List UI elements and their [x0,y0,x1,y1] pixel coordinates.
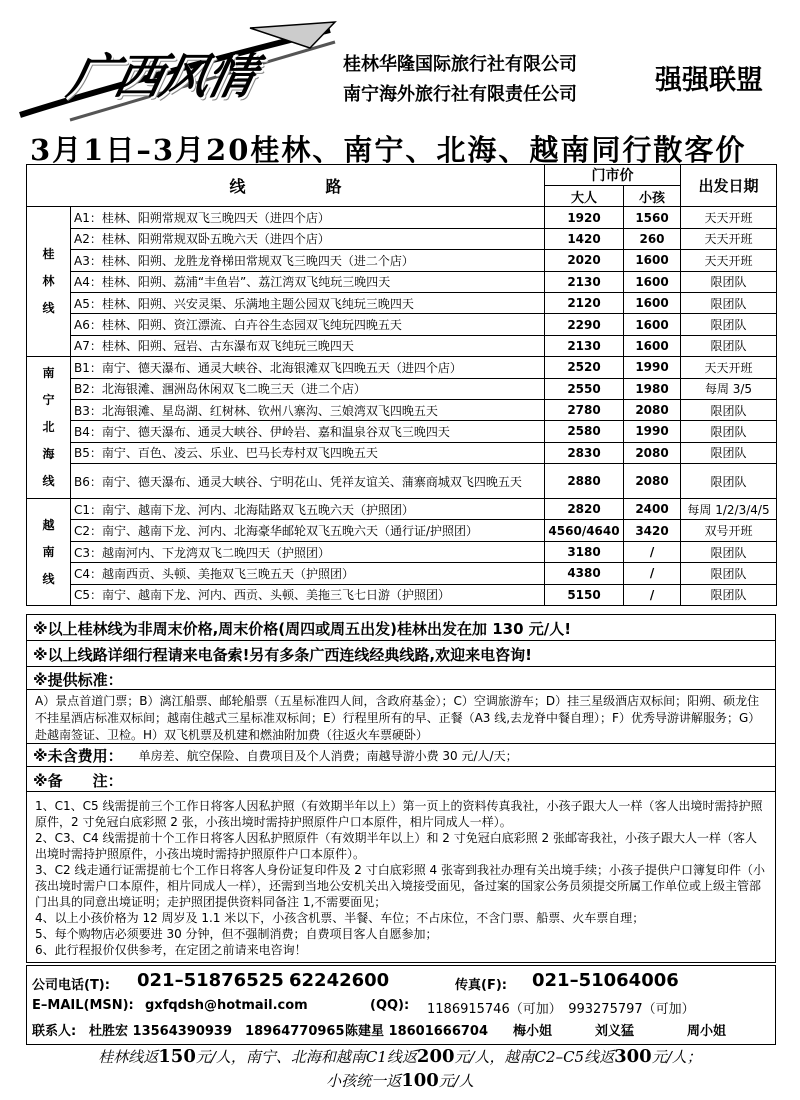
logo-text: 广西风情 [63,49,260,105]
remark-item: 6、此行程报价仅供参考，在定团之前请来电咨询！ [35,943,307,957]
child-price-cell: 2080 [624,442,681,463]
child-price-cell: 1600 [624,314,681,335]
route-group-char: 桂 [42,247,55,262]
route-group-char: 线 [42,301,55,316]
child-price-cell: 260 [624,228,681,249]
departure-cell: 限团队 [681,314,777,335]
table-row [27,335,777,356]
remarks-list [27,792,775,961]
route-cell: A3：桂林、阳朔、龙胜龙脊梯田常规双飞三晚四天（进二个店） [71,250,545,271]
departure-cell: 每周 1/2/3/4/5 [681,499,777,520]
rebate-text: 小孩统一返 [326,1072,402,1090]
departure-cell: 限团队 [681,584,777,605]
route-group-label [27,207,71,357]
col-departure: 出发日期 [681,165,777,207]
child-price-cell: 2080 [624,399,681,420]
contact-person: 梅小姐 [513,1024,553,1039]
route-cell: A1：桂林、阳朔常规双飞三晚四天（进四个店） [71,207,545,228]
rebate-text: 元/人，越南C2–C5线返 [454,1048,615,1066]
route-group-char: 林 [42,274,55,289]
alliance-label: 强强联盟 [655,65,763,96]
adult-price-cell: 1920 [545,207,624,228]
route-cell: A6：桂林、阳朔、资江漂流、白卉谷生态园双飞纯玩四晚五天 [71,314,545,335]
rebate-line-2 [0,1070,800,1091]
departure-cell: 限团队 [681,399,777,420]
rebate-text: 桂林线返 [98,1048,159,1066]
route-cell: C2：南宁、越南下龙、河内、北海豪华邮轮双飞五晚六天（通行证/护照团） [71,520,545,541]
child-price-cell: 2400 [624,499,681,520]
contact-person-label: 联系人: [32,1024,77,1039]
remarks-title: ※备 注： [33,772,123,790]
table-row [27,207,777,228]
departure-cell: 天天开班 [681,250,777,271]
qq-numbers[interactable]: 1186915746（可加） 993275797（可加） [427,1002,695,1017]
route-cell: C5：南宁、越南下龙、河内、西贡、头顿、美拖三飞七日游（护照团） [71,584,545,605]
departure-cell: 限团队 [681,541,777,562]
table-row [27,314,777,335]
child-price-cell: 1600 [624,250,681,271]
departure-cell: 双号开班 [681,520,777,541]
route-cell: C1：南宁、越南下龙、河内、北海陆路双飞五晚六天（护照团） [71,499,545,520]
company-name-1: 桂林华隆国际旅行社有限公司 [343,54,577,75]
route-cell: B2：北海银滩、涠洲岛休闲双飞二晚三天（进二个店） [71,378,545,399]
table-row [27,228,777,249]
route-cell: B6：南宁、德天瀑布、通灵大峡谷、宁明花山、凭祥友谊关、蒲寨商城双飞四晚五天 [71,464,545,499]
rebate-line-1 [0,1046,800,1067]
phone-number-1[interactable]: 021–51876525 [137,970,284,991]
email-label: E–MAIL(MSN): [32,998,134,1013]
departure-cell: 天天开班 [681,228,777,249]
rebate-amount: 150 [158,1046,196,1067]
qq-label: (QQ): [370,998,410,1013]
table-row [27,357,777,378]
standards-text: A）景点首道门票；B）漓江船票、邮轮船票（五星标准四人间，含政府基金）；C）空调旅游车；D）挂三星级酒店双标间；阳朔、硕龙住不挂星酒店标准双标间；越南住越式三星标准双标间；E）行程里所有的早、正餐（A3 线,去龙脊中餐自理）；F）优秀导游讲解服务；G）赴越南签证、卫检。H）双飞机票及机建和燃油附加费（往返火车票硬卧） [35,694,761,742]
standards-header [26,666,776,690]
adult-price-cell: 2120 [545,292,624,313]
adult-price-cell: 5150 [545,584,624,605]
departure-cell: 限团队 [681,271,777,292]
adult-price-cell: 2520 [545,357,624,378]
table-row [27,378,777,399]
price-table [26,164,777,606]
child-price-cell: 1980 [624,378,681,399]
header [0,0,800,125]
col-child: 小孩 [624,186,681,207]
contact-person: 陈建星 18601666704 [345,1024,489,1039]
company-name-2: 南宁海外旅行社有限责任公司 [343,84,577,105]
price-table-body [27,207,777,606]
col-price: 门市价 [545,165,681,186]
adult-price-cell: 4560/4640 [545,520,624,541]
child-price-cell: 1600 [624,292,681,313]
route-cell: B4：南宁、德天瀑布、通灵大峡谷、伊岭岩、嘉和温泉谷双飞三晚四天 [71,421,545,442]
route-group-char: 越 [42,517,55,532]
route-cell: A2：桂林、阳朔常规双卧五晚六天（进四个店） [71,228,545,249]
rebate-text: 元/人，南宁、北海和越南C1线返 [195,1048,417,1066]
note-inquiry-text: ※以上线路详细行程请来电备索!另有多条广西连线经典线路,欢迎来电咨询! [33,646,532,664]
child-price-cell: / [624,584,681,605]
table-row [27,563,777,584]
departure-cell: 天天开班 [681,207,777,228]
child-price-cell: 1600 [624,335,681,356]
route-cell: B1：南宁、德天瀑布、通灵大峡谷、北海银滩双飞四晚五天（进四个店） [71,357,545,378]
table-row [27,421,777,442]
route-cell: C3：越南河内、下龙湾双飞二晚四天（护照团） [71,541,545,562]
standards-title: ※提供标准： [33,671,123,689]
table-row [27,520,777,541]
phone-label: 公司电话(T): [32,978,110,993]
adult-price-cell: 2820 [545,499,624,520]
route-group-char: 线 [42,571,55,586]
contact-section [26,965,776,1045]
adult-price-cell: 2830 [545,442,624,463]
adult-price-cell: 2880 [545,464,624,499]
adult-price-cell: 2130 [545,335,624,356]
child-price-cell: / [624,563,681,584]
child-price-cell: 1990 [624,421,681,442]
remark-item: 3、C2 线走通行证需提前七个工作日将客人身份证复印件及 2 寸白底彩照 4 张寄到我社办理有关出境手续；小孩子提供户口簿复印件（小孩出境时需户口本原件，相片同成人一样），还需到当地公安机关出入境接受面见，备过案的国家公务员须提交所属工作单位或上级主管部门出具的同意出境证明；走护照团提供资料同备注 1,不需要面见； [35,863,765,909]
route-group-char: 南 [42,366,55,381]
table-row [27,292,777,313]
remark-item: 4、以上小孩价格为 12 周岁及 1.1 米以下，小孩含机票、半餐、车位；不占床位，不含门票、船票、火车票自理； [35,911,645,925]
remarks-header [26,766,776,792]
excluded-text: 单房差、航空保险、自费项目及个人消费；南越导游小费 30 元/人/天； [138,748,518,763]
contact-person: 周小姐 [687,1024,727,1039]
table-row [27,399,777,420]
child-price-cell: 1560 [624,207,681,228]
child-price-cell: 3420 [624,520,681,541]
fax-number: 021–51064006 [532,970,679,991]
route-cell: A5：桂林、阳朔、兴安灵渠、乐满地主题公园双飞纯玩三晚四天 [71,292,545,313]
remarks-body [26,791,776,963]
departure-cell: 限团队 [681,335,777,356]
contact-person: 杜胜宏 13564390939 18964770965 [89,1024,345,1039]
rebate-amount: 300 [614,1046,652,1067]
email-address[interactable]: gxfqdsh@hotmail.com [145,998,308,1013]
rebate-text: 元/人； [651,1048,702,1066]
col-adult: 大人 [545,186,624,207]
contact-person: 刘义猛 [595,1024,635,1039]
fax-label: 传真(F): [455,978,507,993]
route-group-char: 海 [42,447,55,462]
adult-price-cell: 2550 [545,378,624,399]
adult-price-cell: 2290 [545,314,624,335]
rebate-amount: 200 [416,1046,455,1067]
route-cell: B5：南宁、百色、凌云、乐业、巴马长寿村双飞四晚五天 [71,442,545,463]
adult-price-cell: 2580 [545,421,624,442]
route-group-char: 线 [42,474,55,489]
child-price-cell: / [624,541,681,562]
route-cell: C4：越南西贡、头顿、美拖双飞三晚五天（护照团） [71,563,545,584]
departure-cell: 天天开班 [681,357,777,378]
table-row [27,584,777,605]
table-row [27,442,777,463]
child-price-cell: 1600 [624,271,681,292]
departure-cell: 限团队 [681,442,777,463]
route-group-char: 北 [42,420,55,435]
child-price-cell: 1990 [624,357,681,378]
departure-cell: 限团队 [681,421,777,442]
table-row [27,499,777,520]
route-group-char: 宁 [42,393,55,408]
adult-price-cell: 3180 [545,541,624,562]
note-weekend [26,614,776,641]
note-inquiry [26,640,776,667]
adult-price-cell: 2130 [545,271,624,292]
route-cell: A4：桂林、阳朔、荔浦“丰鱼岩”、荔江湾双飞纯玩三晚四天 [71,271,545,292]
remark-item: 1、C1、C5 线需提前三个工作日将客人因私护照（有效期半年以上）第一页上的资料传真我社，小孩子跟大人一样（客人出境时需持护照原件，2 寸免冠白底彩照 2 张，小孩出境时需持护照原件户口本原件，相片同成人一样）。 [35,799,763,829]
note-weekend-text: ※以上桂林线为非周末价格,周末价格(周四或周五出发)桂林出发在加 130 元/人! [33,620,572,638]
route-group-label [27,357,71,499]
departure-cell: 限团队 [681,292,777,313]
table-row [27,541,777,562]
departure-cell: 限团队 [681,464,777,499]
adult-price-cell: 4380 [545,563,624,584]
table-row [27,250,777,271]
adult-price-cell: 2780 [545,399,624,420]
route-cell: A7：桂林、阳朔、冠岩、古东瀑布双飞纯玩三晚四天 [71,335,545,356]
remark-item: 2、C3、C4 线需提前十个工作日将客人因私护照原件（有效期半年以上）和 2 寸免冠白底彩照 2 张邮寄我社，小孩子跟大人一样（客人出境时需持护照原件，小孩出境时需持护照原件户口本原件）。 [35,831,758,861]
route-cell: B3：北海银滩、星岛湖、红树林、钦州八寨沟、三娘湾双飞四晚五天 [71,399,545,420]
route-group-label [27,499,71,606]
col-route: 线 路 [27,165,545,207]
page-title: 3月1日–3月20桂林、南宁、北海、越南同行散客价 [30,133,747,167]
rebate-amount: 100 [401,1070,439,1091]
route-group-char: 南 [42,544,55,559]
departure-cell: 限团队 [681,563,777,584]
table-row [27,271,777,292]
rebate-text: 元/人 [438,1072,474,1090]
adult-price-cell: 1420 [545,228,624,249]
adult-price-cell: 2020 [545,250,624,271]
remark-item: 5、每个购物店必须要进 30 分钟，但不强制消费；自费项目客人自愿参加； [35,927,438,941]
phone-number-2[interactable]: 62242600 [289,970,390,991]
excluded-title: ※未含费用： [33,746,123,765]
table-row [27,464,777,499]
child-price-cell: 2080 [624,464,681,499]
departure-cell: 每周 3/5 [681,378,777,399]
excluded-section [26,743,776,767]
standards-body [26,689,776,744]
